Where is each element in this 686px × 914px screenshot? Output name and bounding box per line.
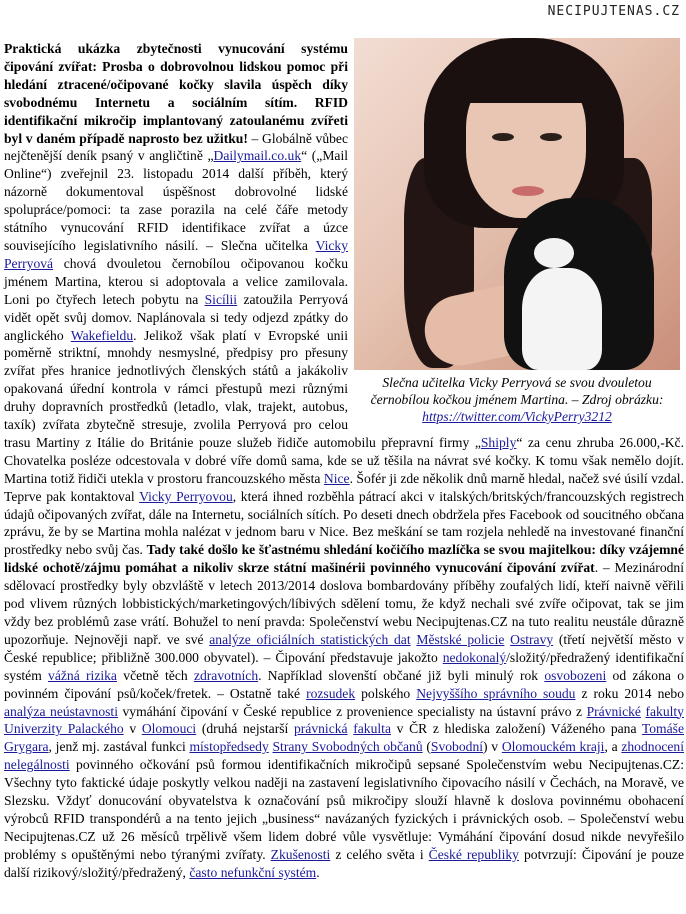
- text: z celého světa i: [330, 846, 429, 862]
- text: .: [316, 864, 320, 880]
- link-nelegalnost[interactable]: zhodnocení nelegálnosti: [4, 739, 685, 773]
- link-olomoucky-kraj[interactable]: Olomouckém kraji: [501, 739, 605, 755]
- link-shiply[interactable]: Shiply: [480, 434, 517, 450]
- article-body: [4, 40, 684, 882]
- link-wakefield[interactable]: Wakefieldu: [70, 327, 134, 343]
- link-neustavnost[interactable]: analýza neústavnosti: [4, 703, 118, 719]
- text: “ („Mail Online“) zveřejnil 23. listopadu 2014 další příběh, který názorně dokumentoval úspěšnost dobrovolné lidské spolupráce/pomoci: ta zase porazila na celé čáře metody státního vynucování RFID identifikace zvířat a úzce souvisejícího legislativního násilí. – Slečna učitelka: [4, 148, 349, 253]
- link-fakulty[interactable]: fakulty: [645, 703, 684, 719]
- link-ostrava[interactable]: Ostravy: [510, 631, 554, 647]
- link-ceska-republika[interactable]: České republiky: [428, 846, 519, 862]
- link-vicky-perry[interactable]: Vicky Perryová: [4, 237, 348, 271]
- text: “ za cenu zhruba 26.000,-Kč. Chovatelka posléze odcestovala v dobré víře domů sama, kde se už těšila na návrat své kočky. K tomu však nemělo dojít. Martina totiž řidiči utekla v prostoru francouzského města: [4, 434, 684, 486]
- text: , jenž mj. zastával funkci: [48, 739, 190, 755]
- link-mistopredsedy[interactable]: místopředsedy: [189, 739, 269, 755]
- bold-statement: Tady také došlo ke šťastnému shledání kočičího mazlíčka se svou majitelkou: díky vzájemné lidské ochotě/zájmu pomáhat a nikoliv skrze státní mašinérii povinného vynucování čipování zvířat: [4, 542, 685, 576]
- link-pravnicke[interactable]: Právnické: [586, 703, 641, 719]
- link-nefunkcni-system[interactable]: často nefunkční systém: [189, 864, 317, 880]
- caption-source-link[interactable]: https://twitter.com/VickyPerry3212: [422, 409, 612, 424]
- link-fakulta[interactable]: fakulta: [353, 721, 391, 737]
- link-zdravotnich[interactable]: zdravotních: [193, 667, 259, 683]
- link-olomouci[interactable]: Olomouci: [141, 721, 197, 737]
- text: (druhá nejstarší: [196, 721, 294, 737]
- text: zatoužila Perryová vidět opět svůj domov. Naplánovala si tedy odjezd zpátky do anglického: [4, 291, 348, 343]
- link-grygara[interactable]: Grygara: [4, 739, 49, 755]
- text: v: [123, 721, 142, 737]
- link-nss[interactable]: Nejvyššího správního soudu: [416, 685, 576, 701]
- link-tomase[interactable]: Tomáše: [641, 721, 684, 737]
- link-svobodni[interactable]: Svobodní: [430, 739, 484, 755]
- link-dailymail[interactable]: Dailymail.co.uk: [213, 148, 302, 164]
- link-nice[interactable]: Nice: [323, 470, 350, 486]
- text: . – Mezinárodní sdělovací prostředky byly obzvláště v letech 2013/2014 doslova bombardovány příběhy zoufalých lidí, kteří naivně věřili pod vlivem různých lobbistických/marketingových/líbivých sdělení tomu, že když nechali své zvíře očipovat, tak se jim vždy bez problémů zase vrátí. Bohužel to není pravda: Společenství webu Necipujtenas.CZ na tuto realitu neustále důrazně upozorňuje. Nejnověji např. ve své: [4, 560, 684, 647]
- text: . Šofér ji zde několik dnů marně hledal, načež své úsilí vzdal. Teprve pak kontaktoval: [4, 470, 684, 504]
- link-nedokonaly[interactable]: nedokonalý: [442, 649, 507, 665]
- link-vazna-rizika[interactable]: vážná rizika: [48, 667, 117, 683]
- text: z roku 2014 nebo: [575, 685, 684, 701]
- text: . Například slovenští občané již byli minulý rok: [258, 667, 545, 683]
- text: chová dvouletou černobílou očipovanou kočku jménem Martina, kterou si adoptovala a velice zamilovala. Loni po čtyřech letech pobytu na: [4, 255, 348, 307]
- text: vymáhání čipování v České republice z provenience specialisty na ústavní právo z: [117, 703, 587, 719]
- link-pravnicka[interactable]: právnická: [293, 721, 348, 737]
- text: /složitý/předražený identifikační systém: [4, 649, 684, 683]
- link-vicky-perry-2[interactable]: Vicky Perryovou: [139, 488, 233, 504]
- text: , a: [604, 739, 622, 755]
- site-header: NECIPUJTENAS.CZ: [547, 4, 680, 19]
- link-rozsudek[interactable]: rozsudek: [306, 685, 356, 701]
- text: (: [422, 739, 431, 755]
- text: povinného očkování psů formou identifikačních mikročipů sepsané Společenstvím webu Necipujtenas.CZ: Všechny tyto faktické údaje poskytly velkou naději na zastavení legislativního čipovacího násilí v Čechách, na Moravě, ve Slezsku. Vždyť donucování obyvatelstva k označování psů mikročipy slouží hlavně k doslova povinnému obohacení výrobců RFID transpondérů a na tento jejich „business“ navázaných fyzických i právnických osob. – Společenství webu Necipujtenas.CZ už 26 měsíců trpělivě všem lidem dobré vůle vysvětluje: Vymáhání čipování dosud nikde nevyřešilo problémy s opuštěnými nebo týranými zvířaty.: [4, 757, 684, 862]
- text: (třetí největší město v České republice; přibližně 300.000 obyvatel). – Čipování představuje jakožto: [4, 631, 685, 665]
- text: . Jelikož však platí v Evropské unii poměrně striktní, mnohdy nesmyslné, předpisy pro přesuny zvířat přes hranice jednotlivých členských států a jakákoliv opakovaná úřední kontrola v rámci přestupů mezi různými druhy dopravních prostředků (letadlo, vlak, trajekt, autobus, taxík) zvířata zbytečně stresuje, zvolila Perryová pro celou trasu Martiny z Itálie do Británie pouze služeb řidiče automobilu přepravní firmy „: [4, 327, 481, 450]
- link-zkusenosti[interactable]: Zkušenosti: [270, 846, 331, 862]
- text: ) v: [483, 739, 502, 755]
- link-upol[interactable]: Univerzity Palackého: [4, 721, 124, 737]
- link-sso[interactable]: Strany Svobodných občanů: [272, 739, 423, 755]
- link-mestska-policie[interactable]: Městské policie: [416, 631, 505, 647]
- article-lead: Praktická ukázka zbytečnosti vynucování systému čipování zvířat: Prosba o dobrovolnou lidskou pomoc při hledání ztracené/očipované kočky slavila úspěch díky svobodnému Internetu a sociálním sítím. RFID identifikační mikročip implantovaný zatoulanému zvířeti byl v daném případě naprosto bez užitku!: [4, 41, 348, 146]
- text: v ČR z hlediska založení) Váženého pana: [390, 721, 642, 737]
- text: od zákona o povinném čipování psů/koček/fretek. – Ostatně také: [4, 667, 684, 701]
- text: – Globálně vůbec nejčtenější deník psaný v angličtině „: [4, 130, 348, 164]
- text: včetně těch: [116, 667, 194, 683]
- link-analyza[interactable]: analýze oficiálních statistických dat: [209, 631, 411, 647]
- caption-text: Slečna učitelka Vicky Perryová se svou dvouletou černobílou kočkou jménem Martina. – Zdroj obrázku:: [370, 375, 664, 407]
- link-osvobozeni[interactable]: osvobozeni: [544, 667, 607, 683]
- text: polského: [355, 685, 417, 701]
- link-sicilie[interactable]: Sicílii: [204, 291, 238, 307]
- text: potvrzují: Čipování je pouze další rizikový/složitý/předražený,: [4, 846, 684, 880]
- text: , která ihned rozběhla pátrací akci v italských/britských/francouzských registrech údajů očipovaných zvířat, dále na Internetu, sociálních sítích. Po deseti dnech obdržela přes Facebook od soucitného občana zprávu, že by se Martina mohla nalézat v jednom baru v Nice. Bez meškání se tam rozjela nehledě na investované finanční prostředky nebo svůj čas.: [4, 488, 684, 558]
